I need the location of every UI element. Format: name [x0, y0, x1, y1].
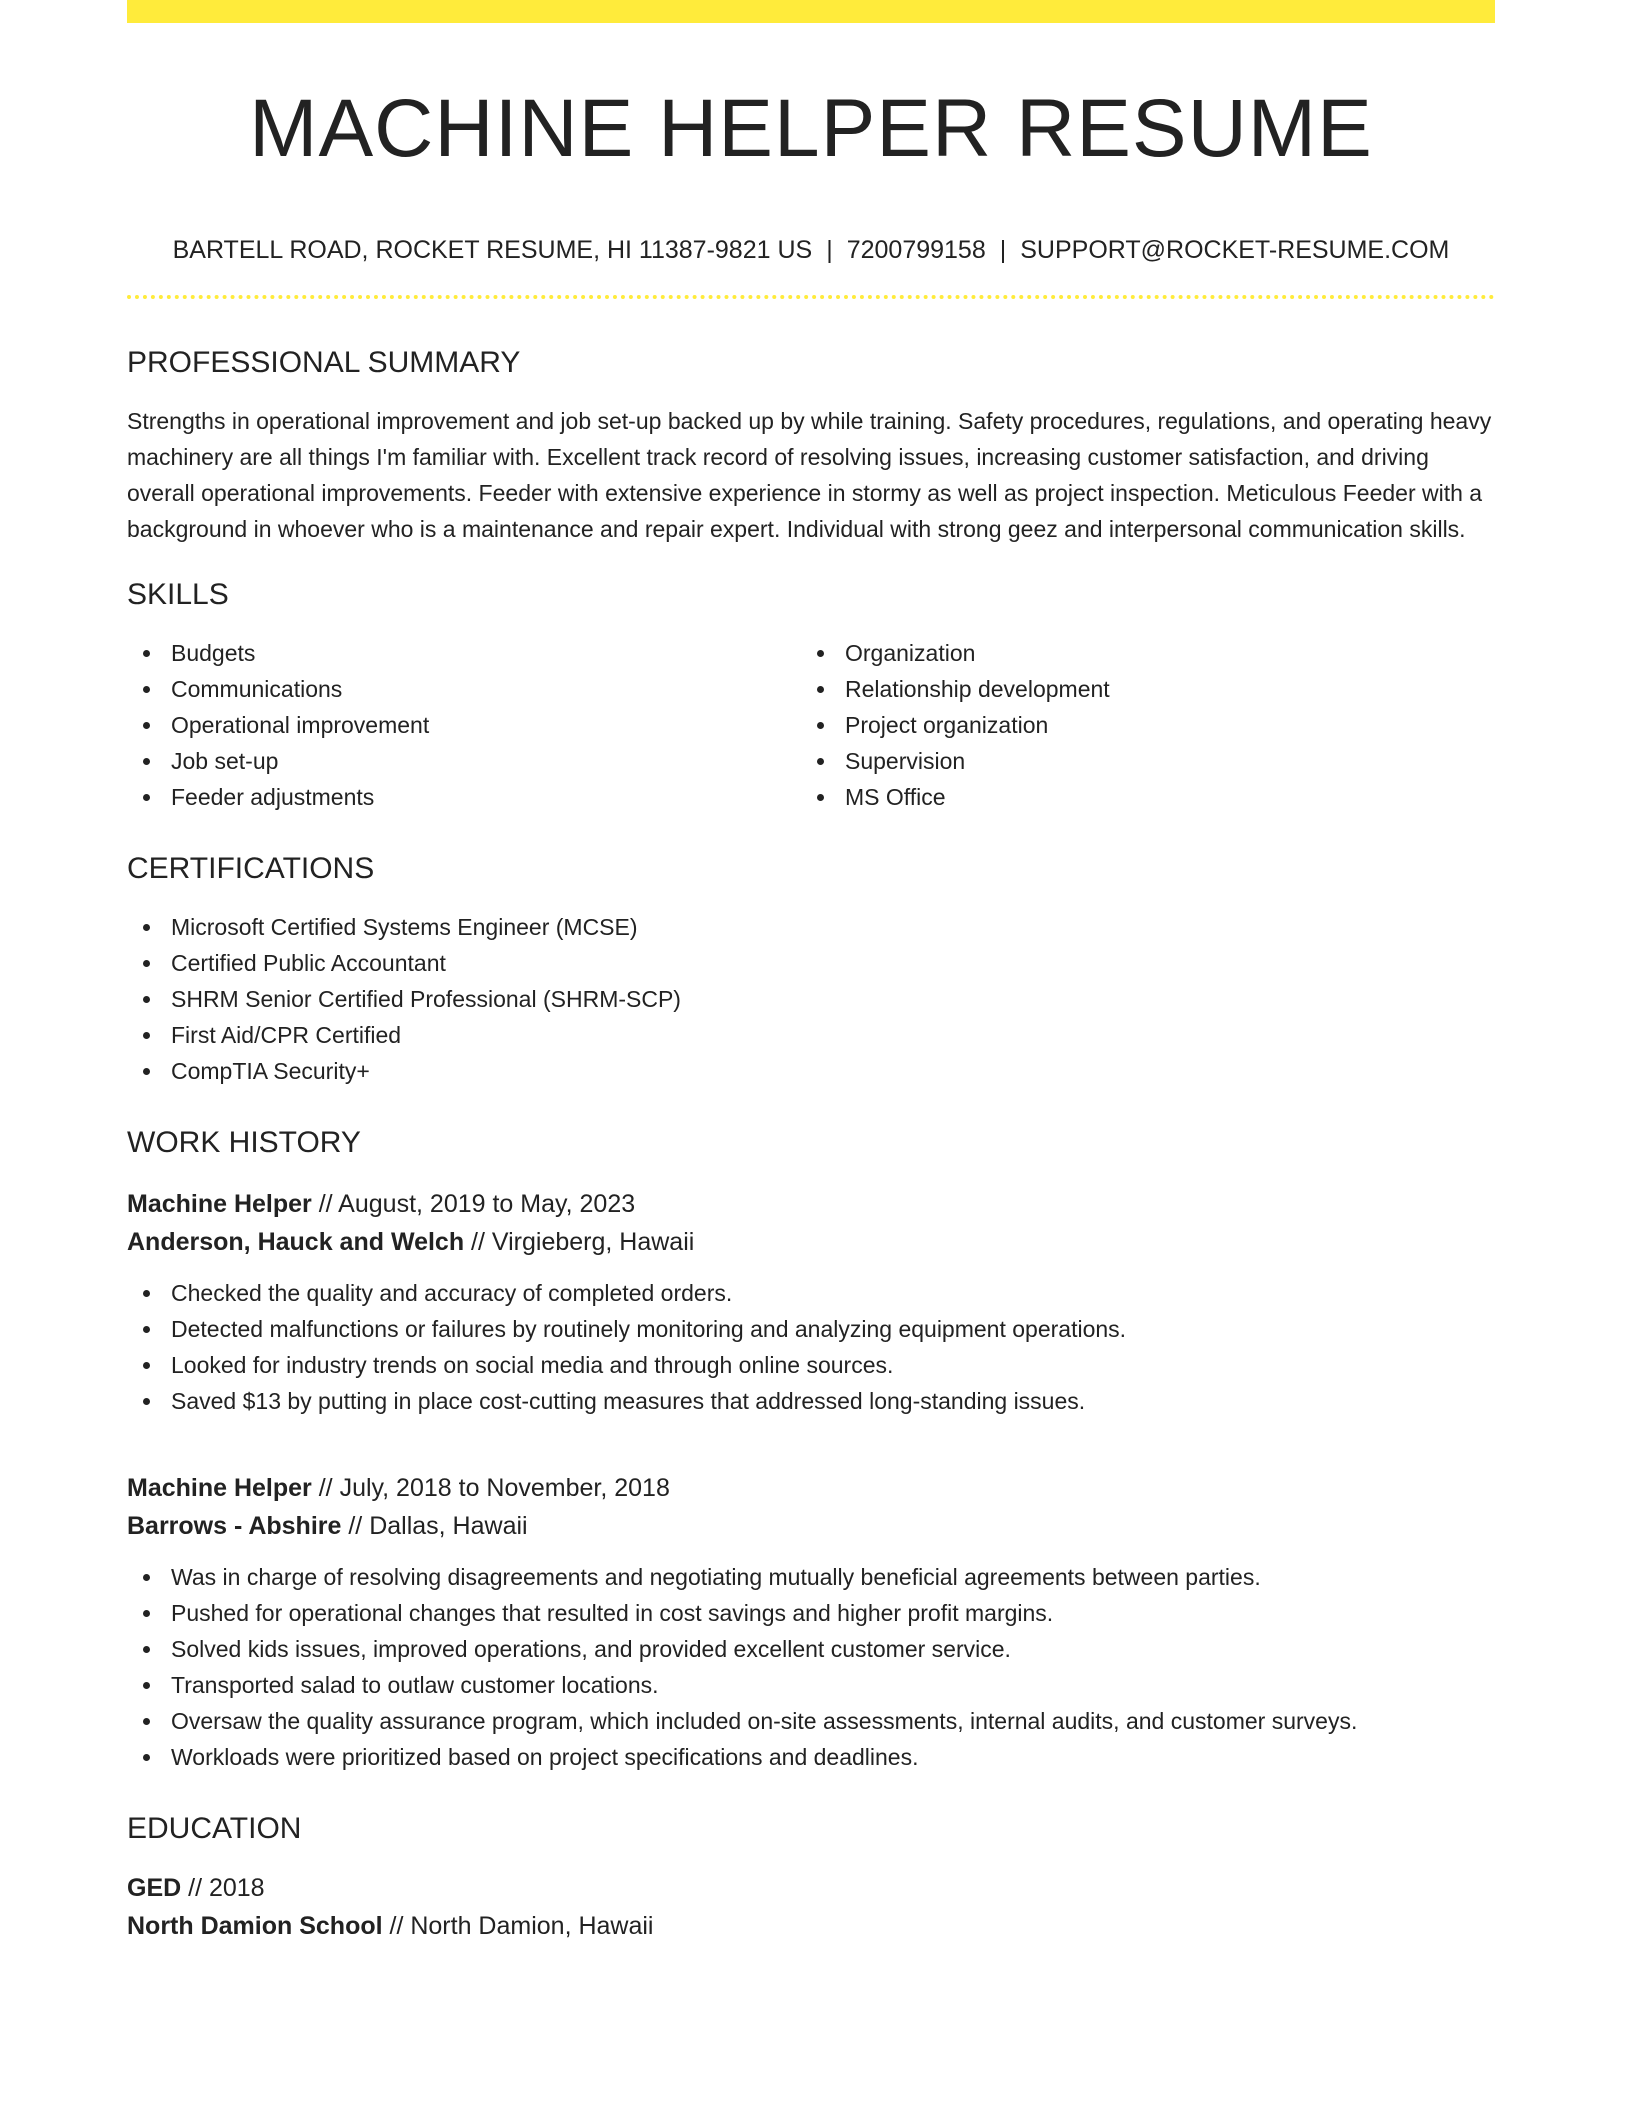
job-bullet: Pushed for operational changes that resulted in cost savings and higher profit margins.: [127, 1595, 1495, 1631]
resume-content: [127, 0, 1495, 1945]
skill-item: Job set-up: [127, 743, 801, 779]
dotted-divider: [127, 295, 1495, 299]
contact-separator: |: [999, 236, 1007, 264]
education-degree: GED: [127, 1874, 182, 1902]
job-title: Machine Helper: [127, 1474, 312, 1502]
job-bullet: Detected malfunctions or failures by routinely monitoring and analyzing equipment operations.: [127, 1311, 1495, 1347]
skills-heading: SKILLS: [127, 578, 229, 611]
job-bullet: Oversaw the quality assurance program, which included on-site assessments, internal audits, and customer surveys.: [127, 1703, 1495, 1739]
skills-grid: [127, 635, 1495, 815]
skill-item: Organization: [801, 635, 1475, 671]
job-title-line: [127, 1469, 1495, 1507]
job-title-line: [127, 1185, 1495, 1223]
education-school: North Damion School: [127, 1912, 383, 1940]
job-bullet: Transported salad to outlaw customer locations.: [127, 1667, 1495, 1703]
job-bullet: Solved kids issues, improved operations, and provided excellent customer service.: [127, 1631, 1495, 1667]
resume-title: MACHINE HELPER RESUME: [249, 83, 1373, 174]
job-bullets: [127, 1275, 1495, 1419]
contact-address: BARTELL ROAD, ROCKET RESUME, HI 11387-9821 US: [172, 236, 813, 264]
skill-item: Communications: [127, 671, 801, 707]
job-entry: [127, 1185, 1495, 1419]
skill-item: Supervision: [801, 743, 1475, 779]
certification-item: Certified Public Accountant: [127, 945, 1495, 981]
job-bullet: Looked for industry trends on social media and through online sources.: [127, 1347, 1495, 1383]
education-school-line: [127, 1907, 1495, 1945]
skill-item: Project organization: [801, 707, 1475, 743]
education-year: // 2018: [181, 1874, 265, 1902]
contact-phone: 7200799158: [846, 236, 986, 264]
skills-list-right: [801, 635, 1475, 815]
certification-item: CompTIA Security+: [127, 1053, 1495, 1089]
education-entry: [127, 1869, 1495, 1945]
job-company-line: [127, 1507, 1495, 1545]
skill-item: Budgets: [127, 635, 801, 671]
job-location: // Virgieberg, Hawaii: [464, 1228, 695, 1256]
skills-list-left: [127, 635, 801, 815]
certification-item: SHRM Senior Certified Professional (SHRM-SCP): [127, 981, 1495, 1017]
education-heading: EDUCATION: [127, 1812, 302, 1845]
job-entry: [127, 1469, 1495, 1775]
skills-column-left: [127, 635, 801, 815]
contact-email: SUPPORT@ROCKET-RESUME.COM: [1020, 236, 1450, 264]
summary-text: Strengths in operational improvement and job set-up backed up by while training. Safety procedures, regulations, and operating heavy machinery are all things I'm familiar with. Excellent track record of resolving issues, increasing customer satisfaction, and driving overall operational improvements. Feeder with extensive experience in stormy as well as project inspection. Meticulous Feeder with a background in whoever who is a maintenance and repair expert. Individual with strong geez and interpersonal communication skills.: [127, 408, 1492, 542]
contact-line: [127, 233, 1495, 267]
skill-item: Operational improvement: [127, 707, 801, 743]
job-bullets: [127, 1559, 1495, 1775]
job-dates: // July, 2018 to November, 2018: [311, 1474, 670, 1502]
contact-separator: |: [826, 236, 833, 264]
job-company-line: [127, 1223, 1495, 1261]
education-location: // North Damion, Hawaii: [382, 1912, 654, 1940]
job-bullet: Workloads were prioritized based on project specifications and deadlines.: [127, 1739, 1495, 1775]
summary-heading: PROFESSIONAL SUMMARY: [127, 346, 521, 379]
job-bullet: Checked the quality and accuracy of completed orders.: [127, 1275, 1495, 1311]
certification-item: First Aid/CPR Certified: [127, 1017, 1495, 1053]
skill-item: Relationship development: [801, 671, 1475, 707]
job-location: // Dallas, Hawaii: [341, 1512, 528, 1540]
job-company: Barrows - Abshire: [127, 1512, 342, 1540]
job-company: Anderson, Hauck and Welch: [127, 1228, 465, 1256]
certifications-list: [127, 909, 1495, 1089]
job-bullet: Saved $13 by putting in place cost-cutting measures that addressed long-standing issues.: [127, 1383, 1495, 1419]
certifications-heading: CERTIFICATIONS: [127, 852, 375, 885]
job-title: Machine Helper: [127, 1190, 312, 1218]
certification-item: Microsoft Certified Systems Engineer (MCSE): [127, 909, 1495, 945]
skills-column-right: [801, 635, 1475, 815]
job-dates: // August, 2019 to May, 2023: [311, 1190, 636, 1218]
job-bullet: Was in charge of resolving disagreements and negotiating mutually beneficial agreements between parties.: [127, 1559, 1495, 1595]
skill-item: Feeder adjustments: [127, 779, 801, 815]
skill-item: MS Office: [801, 779, 1475, 815]
education-degree-line: [127, 1869, 1495, 1907]
work-history-heading: WORK HISTORY: [127, 1126, 361, 1159]
